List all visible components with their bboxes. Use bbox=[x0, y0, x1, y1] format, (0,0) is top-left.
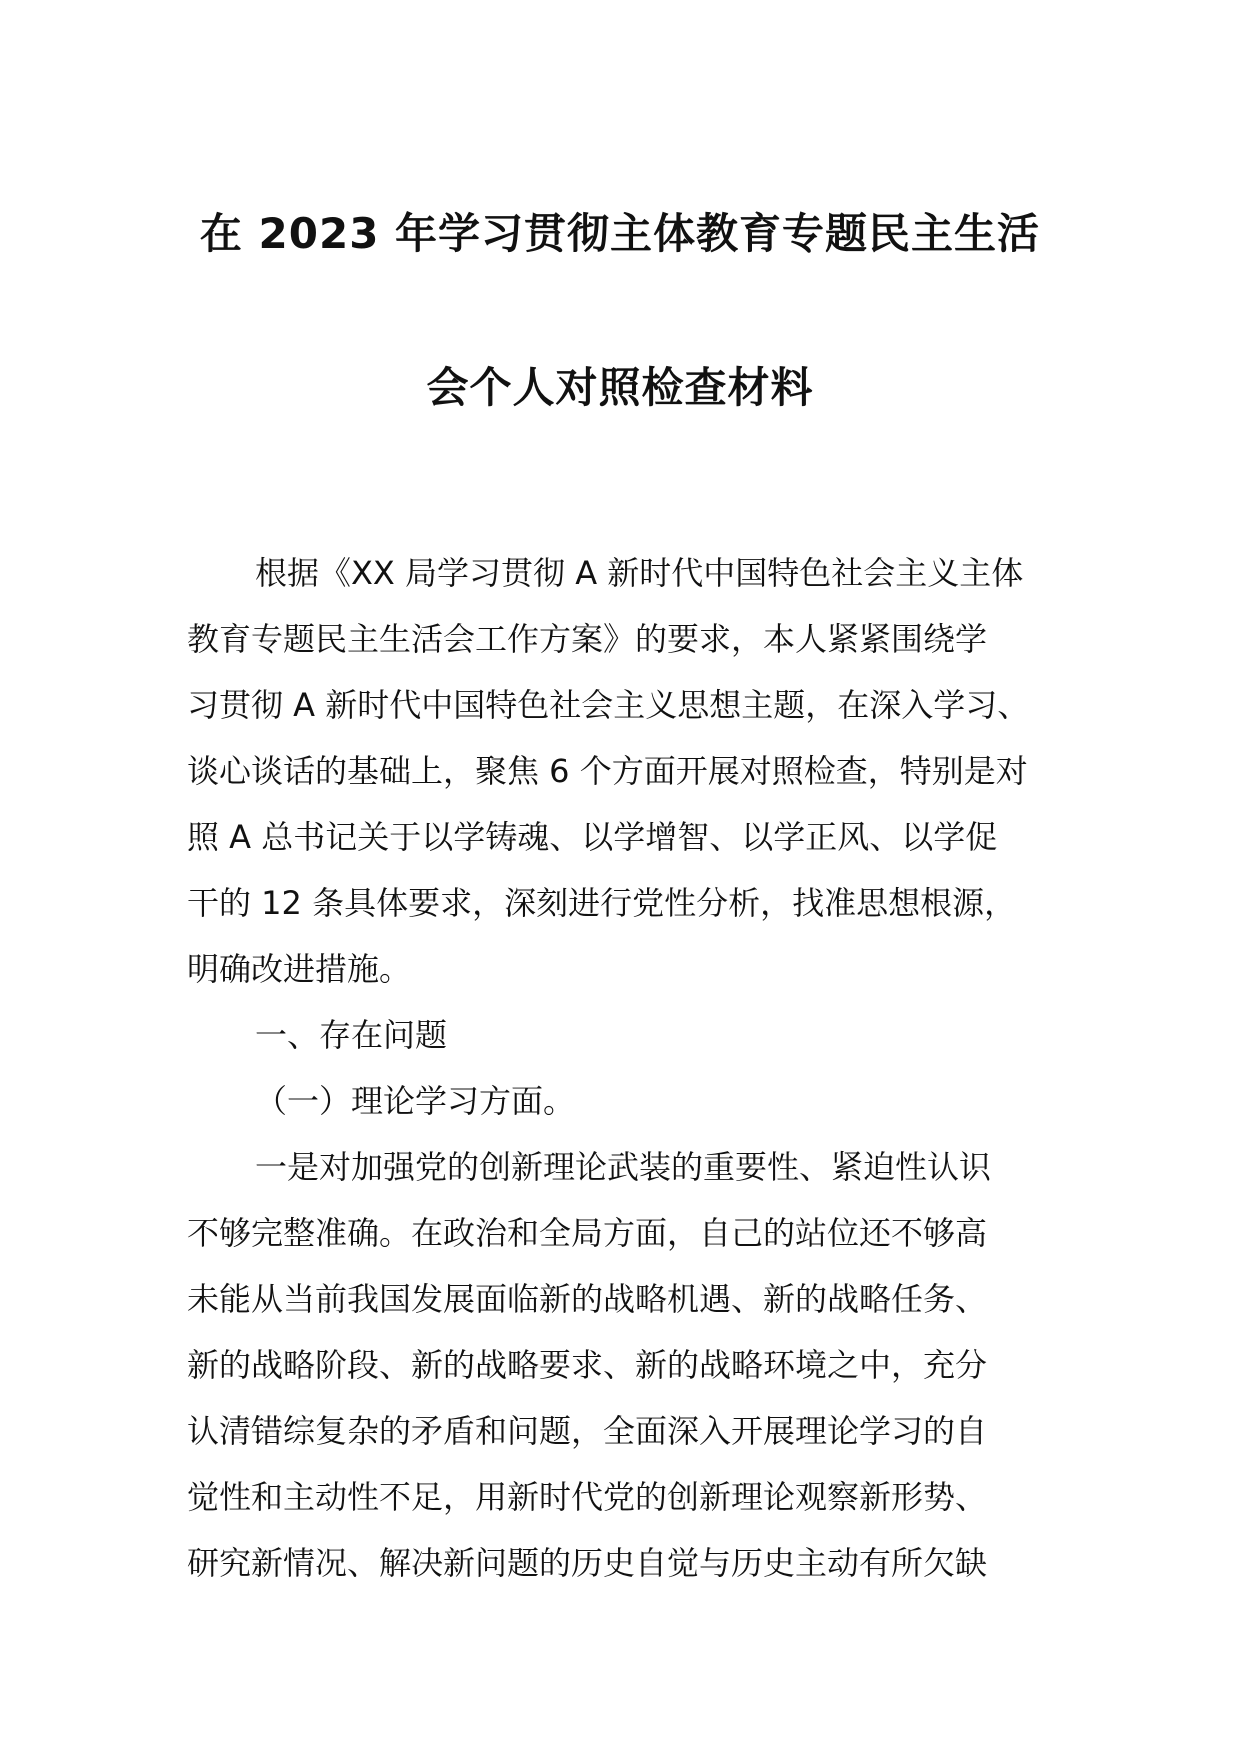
body-line: 不够完整准确。在政治和全局方面，自己的站位还不够高 bbox=[187, 1214, 988, 1252]
body-line: 未能从当前我国发展面临新的战略机遇、新的战略任务、 bbox=[187, 1280, 988, 1318]
body-line: 明确改进措施。 bbox=[187, 950, 412, 988]
body-line: 研究新情况、解决新问题的历史自觉与历史主动有所欠缺 bbox=[187, 1544, 988, 1582]
subsection-heading: （一）理论学习方面。 bbox=[255, 1082, 576, 1120]
body-line: 谈心谈话的基础上，聚焦 6 个方面开展对照检查，特别是对 bbox=[187, 752, 1028, 790]
document-body bbox=[187, 540, 1057, 1596]
body-line: 习贯彻 A 新时代中国特色社会主义思想主题，在深入学习、 bbox=[187, 686, 1030, 724]
body-line: 干的 12 条具体要求，深刻进行党性分析，找准思想根源， bbox=[187, 884, 1017, 922]
body-line: 照 A 总书记关于以学铸魂、以学增智、以学正风、以学促 bbox=[187, 818, 998, 856]
body-line: 觉性和主动性不足，用新时代党的创新理论观察新形势、 bbox=[187, 1478, 988, 1516]
document-title-line-2: 会个人对照检查材料 bbox=[426, 363, 814, 412]
body-line: 根据《XX 局学习贯彻 A 新时代中国特色社会主义主体 bbox=[255, 554, 1024, 592]
body-line: 一是对加强党的创新理论武装的重要性、紧迫性认识 bbox=[255, 1148, 992, 1186]
body-line: 教育专题民主生活会工作方案》的要求，本人紧紧围绕学 bbox=[187, 620, 988, 658]
body-line: 认清错综复杂的矛盾和问题，全面深入开展理论学习的自 bbox=[187, 1412, 988, 1450]
section-heading: 一、存在问题 bbox=[255, 1016, 448, 1054]
document-title-line-1: 在 2023 年学习贯彻主体教育专题民主生活 bbox=[199, 209, 1041, 258]
body-line: 新的战略阶段、新的战略要求、新的战略环境之中，充分 bbox=[187, 1346, 988, 1384]
